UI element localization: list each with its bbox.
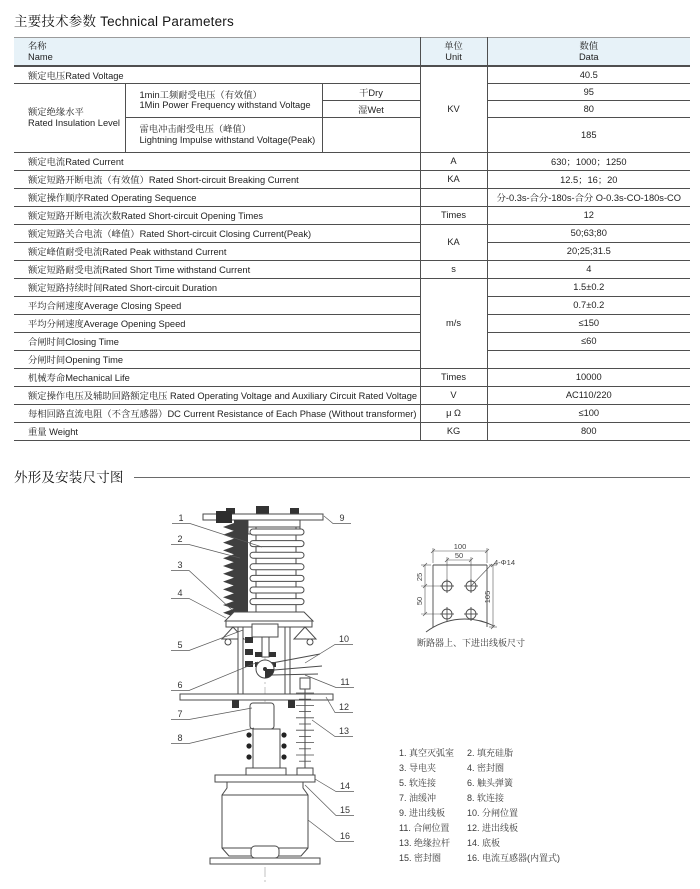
part-label: 进出线板: [409, 808, 446, 818]
name-cell: 额定电流Rated Current: [14, 152, 420, 170]
row-peak-withstand: [14, 242, 690, 260]
shed: [223, 570, 234, 578]
power-frequency-cell: [125, 83, 322, 117]
callout-number-7: 7: [177, 709, 183, 719]
technical-parameters-table: [14, 37, 690, 441]
callout-number-16: 16: [339, 831, 351, 841]
row-closing-current: [14, 224, 690, 242]
part-item-6: [467, 777, 560, 789]
row-rated-voltage: [14, 66, 690, 83]
power-frequency-zh: 1min工频耐受电压（有效值）: [139, 89, 262, 100]
name-cell: 额定操作电压及辅助回路额定电压 Rated Operating Voltage and Auxiliary Circuit Rated Voltage: [14, 386, 420, 404]
unit-cell: V: [420, 386, 487, 404]
silicone-column: [234, 520, 248, 617]
rod-clevis: [300, 678, 310, 689]
callout-number-6: 6: [177, 680, 183, 690]
dim-25: 25: [415, 572, 424, 582]
impulse-en: Lightning Impulse withstand Voltage(Peak): [139, 134, 316, 145]
coupling-nut: [269, 652, 276, 657]
section-title-technical-parameters: 主要技术参数 Technical Parameters: [14, 14, 234, 29]
part-item-7: [399, 792, 461, 804]
callout-number-10: 10: [338, 634, 350, 644]
drive-rod: [262, 637, 269, 657]
dimension-lines: [421, 548, 497, 629]
shed: [223, 593, 234, 601]
part-label: 油缓冲: [409, 793, 437, 803]
row-short-circuit-duration: [14, 278, 690, 296]
part-item-16: [467, 852, 560, 864]
callout-number-11: 11: [340, 677, 350, 687]
part-number: 2.: [467, 748, 475, 758]
outline-drawing: [0, 505, 700, 889]
unit-cell: [420, 188, 487, 206]
lever-arm: [274, 666, 322, 670]
part-label: 软连接: [477, 793, 505, 803]
name-cell: 额定短路持续时间Rated Short-circuit Duration: [14, 278, 420, 296]
part-label: 合闸位置: [413, 823, 450, 833]
callout-number-15: 15: [339, 805, 351, 815]
callout-leader-6: [171, 662, 258, 691]
value-cell: ≤100: [487, 404, 690, 422]
value-cell: 40.5: [487, 66, 690, 83]
part-number: 6.: [467, 778, 475, 788]
name-cell: 每相回路直流电阻（不含互感器）DC Current Resistance of Each Phase (Without transformer): [14, 404, 420, 422]
part-number: 15.: [399, 853, 412, 863]
value-cell: 12: [487, 206, 690, 224]
part-item-13: [399, 837, 461, 849]
part-item-14: [467, 837, 560, 849]
part-number: 5.: [399, 778, 407, 788]
rail-nut: [245, 661, 253, 667]
part-number: 13.: [399, 838, 412, 848]
part-item-10: [467, 807, 560, 819]
part-item-3: [399, 762, 461, 774]
value-cell: ≤150: [487, 314, 690, 332]
shed: [223, 523, 234, 531]
foot-bolt: [307, 639, 313, 645]
current-transformer-housing: [222, 782, 308, 856]
unit-cell: Times: [420, 206, 487, 224]
unit-cell: μ Ω: [420, 404, 487, 422]
row-mechanical-life: [14, 368, 690, 386]
frame-rail-right: [285, 627, 290, 700]
part-item-12: [467, 822, 560, 834]
value-cell: 分-0.3s-合分-180s-合分 O-0.3s-CO-180s-CO: [487, 188, 690, 206]
impulse-zh: 雷电冲击耐受电压（峰值）: [139, 124, 252, 134]
name-cell: 分闸时间Opening Time: [14, 350, 420, 368]
section-title-outline: 外形及安装尺寸图: [14, 470, 124, 485]
dry-cell: 干Dry: [322, 83, 420, 100]
unit-cell: KA: [420, 224, 487, 260]
shed: [223, 554, 234, 562]
callout-leader-7: [171, 708, 252, 720]
fin: [250, 575, 304, 581]
nut: [281, 754, 286, 759]
nut: [246, 754, 251, 759]
callout-number-14: 14: [339, 781, 351, 791]
value-cell: [487, 350, 690, 368]
fin: [250, 529, 304, 535]
nut: [246, 743, 251, 748]
empty-cell: [322, 117, 420, 152]
base-plate: [210, 858, 320, 864]
bolt: [256, 506, 269, 514]
callout-leader-9: [324, 516, 351, 524]
coupling-nut: [255, 652, 262, 657]
impulse-cell: [125, 117, 322, 152]
name-cell: 额定短路耐受电流Rated Short Time withstand Current: [14, 260, 420, 278]
callout-number-12: 12: [338, 702, 350, 712]
part-number: 10.: [467, 808, 480, 818]
insulation-group-en: Rated Insulation Level: [28, 117, 120, 128]
nut: [281, 743, 286, 748]
header-data: [487, 38, 690, 67]
callout-number-8: 8: [177, 733, 183, 743]
part-label: 进出线板: [482, 823, 519, 833]
name-cell: 额定操作顺序Rated Operating Sequence: [14, 188, 420, 206]
foot-bolt: [225, 639, 231, 645]
shed: [223, 601, 234, 609]
name-cell: 平均合闸速度Average Closing Speed: [14, 296, 420, 314]
name-cell: 平均分闸速度Average Opening Speed: [14, 314, 420, 332]
value-cell: 4: [487, 260, 690, 278]
dim-50-left: 50: [415, 596, 424, 606]
unit-cell: m/s: [420, 278, 487, 368]
mounting-holes: [440, 579, 478, 621]
section-outline-dimensions: [14, 466, 690, 486]
part-number: 12.: [467, 823, 480, 833]
plate-outline: [433, 565, 487, 627]
part-label: 分闸位置: [482, 808, 519, 818]
callout-leader-8: [171, 728, 254, 744]
power-frequency-en: 1Min Power Frequency withstand Voltage: [139, 100, 311, 110]
part-label: 底板: [482, 838, 501, 848]
nut: [246, 732, 251, 737]
lever-arm: [272, 674, 318, 675]
unit-cell: s: [420, 260, 487, 278]
part-number: 16.: [467, 853, 480, 863]
part-number: 9.: [399, 808, 407, 818]
part-label: 密封圈: [414, 853, 442, 863]
insulator-skirt: [225, 612, 313, 621]
part-item-1: [399, 747, 461, 759]
lower-column: [253, 729, 280, 774]
plate-bolt: [232, 700, 239, 708]
callout-number-5: 5: [177, 640, 183, 650]
row-breaking-current: [14, 170, 690, 188]
shed: [223, 585, 234, 593]
unit-cell: KG: [420, 422, 487, 440]
part-number: 8.: [467, 793, 475, 803]
callout-leader-10: [305, 645, 353, 664]
part-label: 密封圈: [477, 763, 505, 773]
shed: [223, 562, 234, 570]
header-data-zh: 数值: [579, 40, 599, 51]
seal-flange: [215, 775, 315, 782]
callout-number-4: 4: [177, 588, 183, 598]
value-cell: 1.5±0.2: [487, 278, 690, 296]
shed: [223, 539, 234, 547]
header-unit-en: Unit: [445, 51, 462, 62]
part-item-2: [467, 747, 560, 759]
value-cell: 10000: [487, 368, 690, 386]
nut: [281, 732, 286, 737]
row-operating-sequence: [14, 188, 690, 206]
row-opening-time: [14, 350, 690, 368]
insulator-fins: [250, 529, 304, 605]
value-cell: ≤60: [487, 332, 690, 350]
part-item-11: [399, 822, 461, 834]
row-closing-time: [14, 332, 690, 350]
dim-holes: 4-Φ14: [494, 558, 515, 567]
part-number: 11.: [399, 823, 411, 833]
flange-foot-right: [294, 627, 316, 639]
name-cell: 额定短路关合电流（峰值）Rated Short-circuit Closing Current(Peak): [14, 224, 420, 242]
actuator-box: [252, 624, 278, 637]
oil-buffer: [250, 703, 274, 729]
value-cell: 80: [487, 100, 690, 117]
value-cell: 20;25;31.5: [487, 242, 690, 260]
part-number: 1.: [399, 748, 407, 758]
shed: [223, 546, 234, 554]
part-item-4: [467, 762, 560, 774]
name-cell: 重量 Weight: [14, 422, 420, 440]
part-item-5: [399, 777, 461, 789]
rail-nut: [245, 637, 253, 643]
row-dc-resistance: [14, 404, 690, 422]
part-label: 填充硅脂: [477, 748, 514, 758]
row-insulation-dry: [14, 83, 690, 100]
row-weight: [14, 422, 690, 440]
header-unit: [420, 38, 487, 67]
row-short-time-withstand: [14, 260, 690, 278]
value-cell: 12.5；16；20: [487, 170, 690, 188]
value-cell: 185: [487, 117, 690, 152]
name-cell: 机械寿命Mechanical Life: [14, 368, 420, 386]
header-name-zh: 名称: [28, 40, 47, 51]
cam-pivot: [263, 667, 267, 671]
wet-cell: 湿Wet: [322, 100, 420, 117]
breaker-sectional-drawing: [180, 506, 333, 883]
part-label: 真空灭弧室: [409, 748, 455, 758]
name-cell: 合闸时间Closing Time: [14, 332, 420, 350]
part-label: 软连接: [409, 778, 437, 788]
part-item-9: [399, 807, 461, 819]
insulation-group-cell: [14, 83, 125, 152]
callout-number-3: 3: [177, 560, 183, 570]
part-number: 7.: [399, 793, 407, 803]
value-cell: 0.7±0.2: [487, 296, 690, 314]
dim-105: 105: [483, 590, 492, 604]
part-label: 触头弹簧: [477, 778, 514, 788]
header-data-en: Data: [578, 51, 599, 62]
part-label: 电流互感器(内置式): [482, 853, 561, 863]
shed: [223, 578, 234, 586]
dimension-labels: [415, 542, 515, 605]
dim-100: 100: [453, 542, 467, 551]
terminal-plate-detail: [415, 542, 525, 648]
callout-number-9: 9: [339, 513, 345, 523]
fin: [250, 552, 304, 558]
break-line: [426, 619, 494, 632]
conductive-clamp: [216, 511, 232, 523]
unit-cell: KA: [420, 170, 487, 188]
part-item-15: [399, 852, 461, 864]
parts-legend: [399, 747, 560, 864]
title-rule-line: [134, 477, 690, 478]
name-cell: 额定电压Rated Voltage: [14, 66, 420, 83]
callout-number-2: 2: [177, 534, 183, 544]
unit-cell: Times: [420, 368, 487, 386]
plate-bolt: [288, 700, 295, 708]
dim-50-inner: 50: [454, 551, 464, 560]
detail-caption: 断路器上、下进出线板尺寸: [417, 638, 526, 648]
value-cell: 95: [487, 83, 690, 100]
part-label: 绝缘拉杆: [414, 838, 451, 848]
name-cell: 额定短路开断电流次数Rated Short-circuit Opening Times: [14, 206, 420, 224]
row-rated-current: [14, 152, 690, 170]
callout-number-1: 1: [178, 513, 184, 523]
fin: [250, 599, 304, 605]
header-unit-zh: 单位: [444, 40, 463, 51]
name-cell: 额定峰值耐受电流Rated Peak withstand Current: [14, 242, 420, 260]
value-cell: 630；1000；1250: [487, 152, 690, 170]
part-label: 导电夹: [409, 763, 437, 773]
row-opening-speed: [14, 314, 690, 332]
value-cell: AC110/220: [487, 386, 690, 404]
part-item-8: [467, 792, 560, 804]
row-closing-speed: [14, 296, 690, 314]
part-number: 4.: [467, 763, 475, 773]
bolt: [290, 508, 299, 514]
rail-nut: [245, 649, 253, 655]
table-header-row: [14, 38, 690, 67]
fin: [250, 564, 304, 570]
fin: [250, 587, 304, 593]
value-cell: 50;63;80: [487, 224, 690, 242]
part-number: 14.: [467, 838, 480, 848]
header-name: [14, 38, 420, 67]
row-opening-times: [14, 206, 690, 224]
bottom-notch: [251, 846, 279, 858]
insulation-group-zh: 额定绝缘水平: [28, 107, 84, 117]
header-name-en: Name: [28, 51, 53, 62]
callout-leader-4: [171, 599, 226, 619]
part-number: 3.: [399, 763, 407, 773]
value-cell: 800: [487, 422, 690, 440]
name-cell: 额定短路开断电流（有效值）Rated Short-circuit Breaking Current: [14, 170, 420, 188]
row-auxiliary-voltage: [14, 386, 690, 404]
callout-number-13: 13: [338, 726, 350, 736]
frame-rail-left: [238, 627, 243, 700]
unit-cell: A: [420, 152, 487, 170]
unit-cell: KV: [420, 66, 487, 152]
